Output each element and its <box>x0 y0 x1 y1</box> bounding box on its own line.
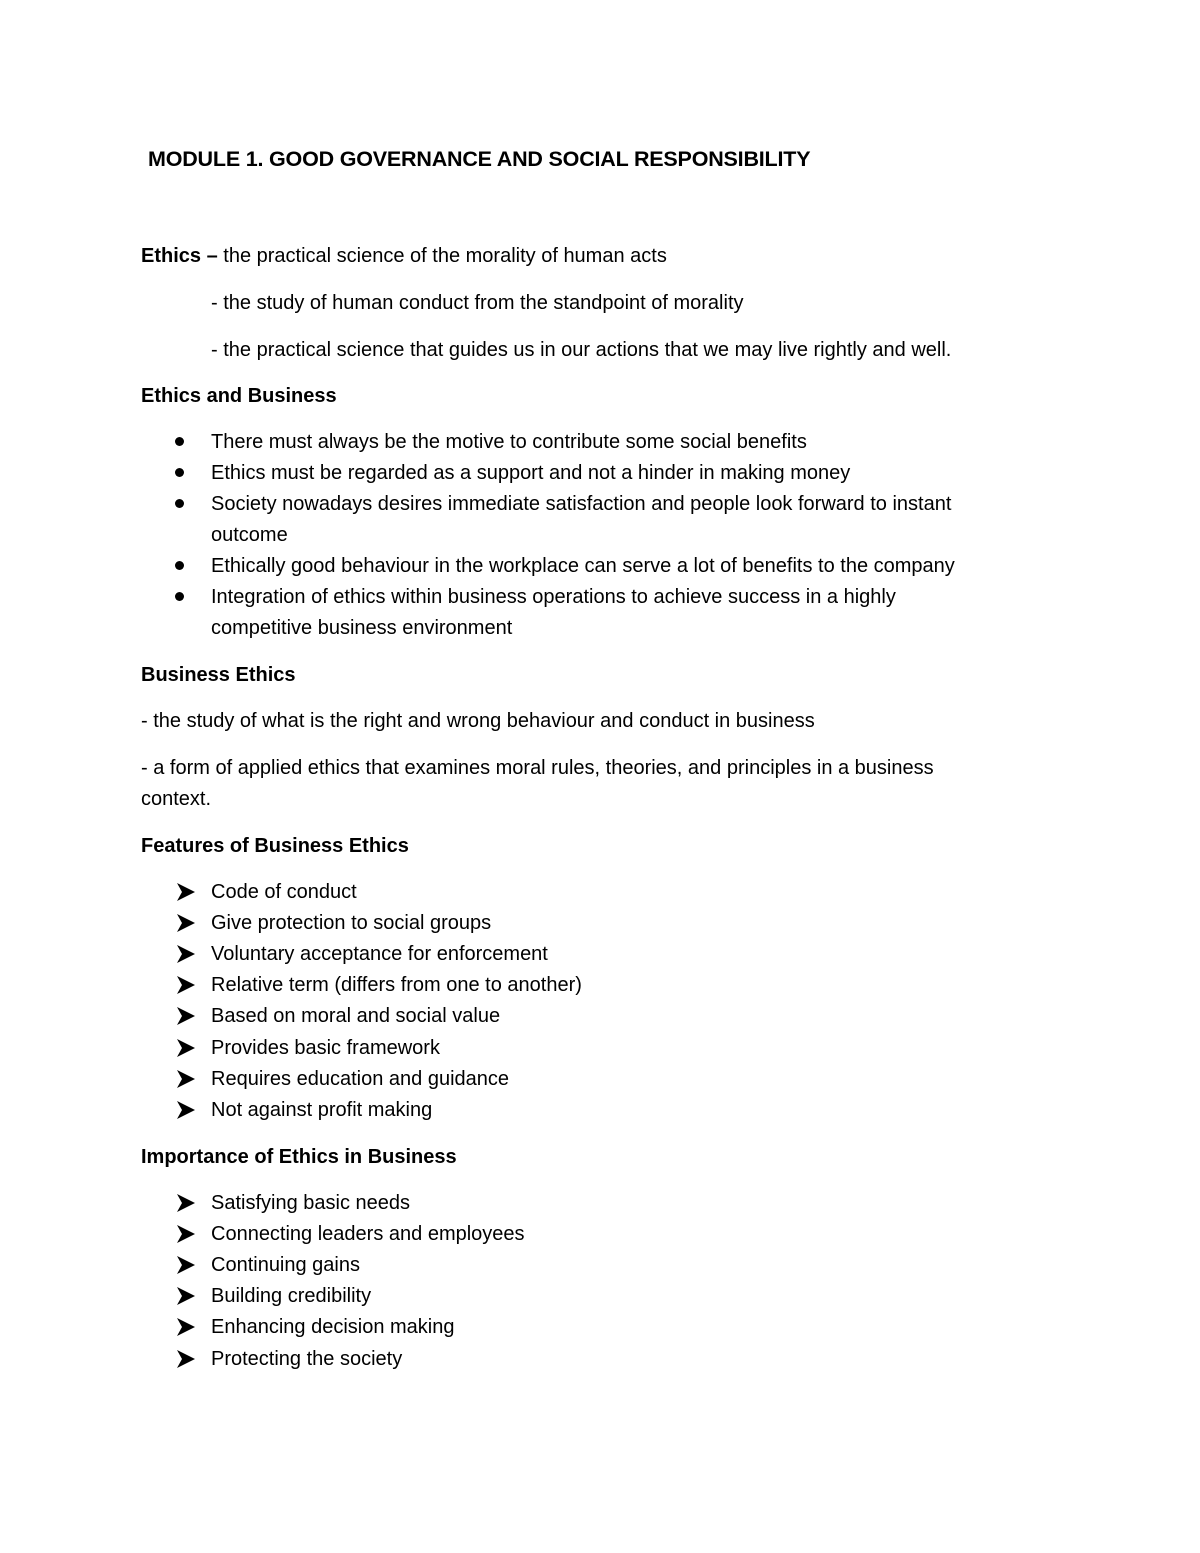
arrow-bullet-icon <box>176 1006 196 1026</box>
list-item: Integration of ethics within business operations to achieve success in a highly <box>211 586 896 608</box>
list-item: Requires education and guidance <box>211 1067 509 1090</box>
list-item: Not against profit making <box>211 1098 433 1121</box>
list-item: Ethics must be regarded as a support and not a hinder in making money <box>211 462 851 484</box>
list-item: Provides basic framework <box>211 1036 440 1059</box>
section-heading-business-ethics: Business Ethics <box>141 664 296 686</box>
arrow-bullet-icon <box>176 1317 196 1337</box>
ethics-definition <box>141 244 667 268</box>
arrow-bullet-icon <box>176 1286 196 1306</box>
list-item-continuation: outcome <box>211 524 288 546</box>
list-item: Ethically good behaviour in the workplace can serve a lot of benefits to the company <box>211 555 955 577</box>
page-title: MODULE 1. GOOD GOVERNANCE AND SOCIAL RESPONSIBILITY <box>148 147 811 171</box>
arrow-bullet-icon <box>176 1100 196 1120</box>
arrow-bullet-icon <box>176 1069 196 1089</box>
list-item: Society nowadays desires immediate satisfaction and people look forward to instant <box>211 493 952 515</box>
list-item: Voluntary acceptance for enforcement <box>211 943 548 966</box>
list-item: Continuing gains <box>211 1254 360 1277</box>
arrow-bullet-icon <box>176 1193 196 1213</box>
bullet-dot-icon <box>175 499 184 508</box>
section-heading-features: Features of Business Ethics <box>141 835 409 857</box>
list-item: Based on moral and social value <box>211 1005 501 1028</box>
bullet-dot-icon <box>175 592 184 601</box>
ethics-sub-line: - the practical science that guides us in our actions that we may live rightly and well. <box>211 339 952 361</box>
arrow-bullet-icon <box>176 975 196 995</box>
arrow-bullet-icon <box>176 882 196 902</box>
list-item: There must always be the motive to contribute some social benefits <box>211 431 807 453</box>
arrow-bullet-icon <box>176 1038 196 1058</box>
list-item: Code of conduct <box>211 881 357 903</box>
list-item: Building credibility <box>211 1285 372 1308</box>
bullet-dot-icon <box>175 437 184 446</box>
list-item: Protecting the society <box>211 1347 403 1370</box>
arrow-bullet-icon <box>176 913 196 933</box>
arrow-bullet-icon <box>176 1349 196 1369</box>
ethics-term: Ethics <box>141 245 202 267</box>
list-item: Satisfying basic needs <box>211 1192 411 1214</box>
business-ethics-line: context. <box>141 788 212 810</box>
arrow-bullet-icon <box>176 1224 196 1244</box>
list-item: Relative term (differs from one to another) <box>211 974 582 997</box>
list-item: Connecting leaders and employees <box>211 1223 525 1246</box>
business-ethics-line: - the study of what is the right and wrong behaviour and conduct in business <box>141 710 815 732</box>
list-item-continuation: competitive business environment <box>211 617 513 639</box>
ethics-sub-line: - the study of human conduct from the standpoint of morality <box>211 292 744 314</box>
section-heading-importance: Importance of Ethics in Business <box>141 1146 457 1168</box>
section-heading-ethics-and-business: Ethics and Business <box>141 385 337 407</box>
arrow-bullet-icon <box>176 1255 196 1275</box>
arrow-bullet-icon <box>176 944 196 964</box>
business-ethics-line: - a form of applied ethics that examines moral rules, theories, and principles in a business <box>141 757 934 779</box>
bullet-dot-icon <box>175 561 184 570</box>
ethics-definition-text: the practical science of the morality of human acts <box>223 245 667 267</box>
bullet-dot-icon <box>175 468 184 477</box>
list-item: Enhancing decision making <box>211 1316 455 1339</box>
ethics-dash: – <box>206 245 218 267</box>
list-item: Give protection to social groups <box>211 912 492 935</box>
